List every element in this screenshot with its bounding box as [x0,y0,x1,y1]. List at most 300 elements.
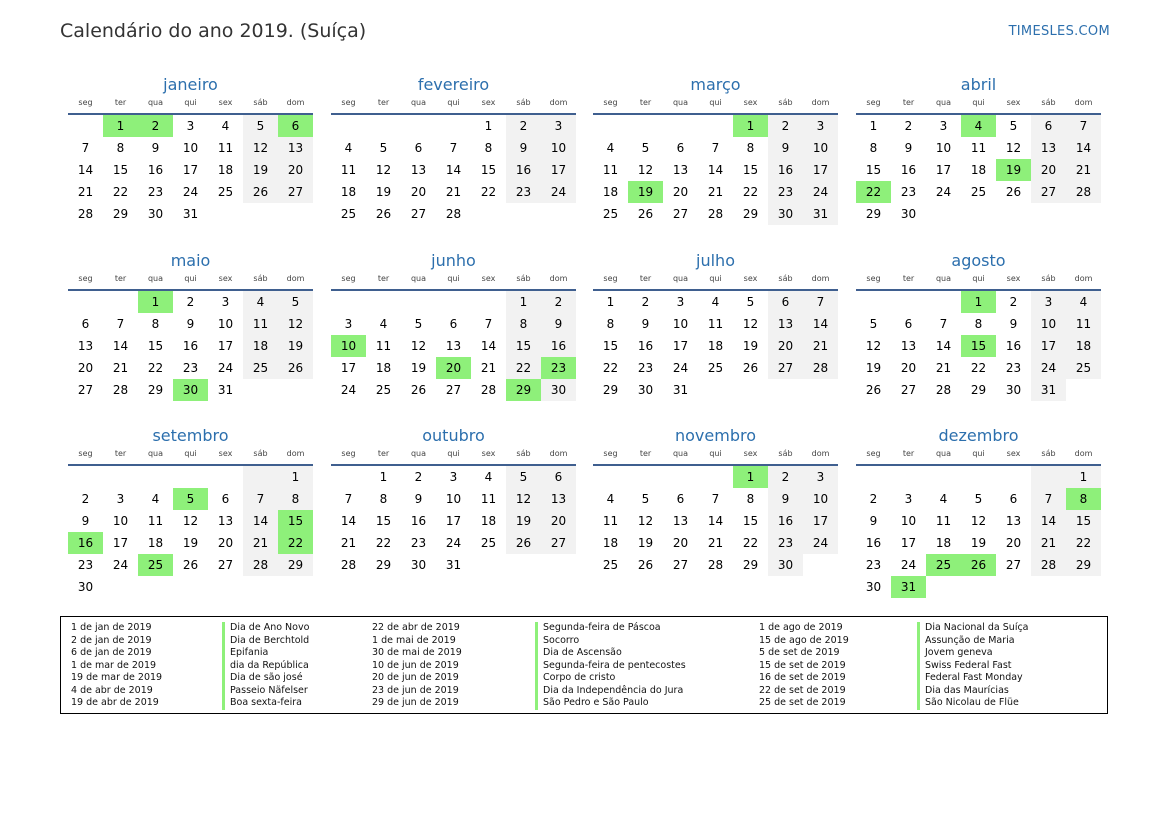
day-cell[interactable]: 8 [506,313,541,335]
day-cell[interactable]: 2 [186,295,195,309]
day-cell[interactable]: 13 [77,339,94,353]
day-cell[interactable]: 26 [961,554,996,576]
day-cell[interactable]: 20 [1031,159,1066,181]
day-cell[interactable]: 22 [278,532,313,554]
day-cell[interactable]: 13 [1005,514,1022,528]
day-cell[interactable]: 7 [484,317,493,331]
day-cell[interactable]: 1 [869,119,878,133]
day-cell[interactable]: 1 [484,119,493,133]
day-cell[interactable]: 2 [541,291,576,313]
day-cell[interactable]: 22 [602,361,619,375]
day-cell[interactable]: 17 [445,514,462,528]
day-cell[interactable]: 12 [742,317,759,331]
day-cell[interactable]: 26 [637,558,654,572]
day-cell[interactable]: 11 [970,141,987,155]
day-cell[interactable]: 22 [480,185,497,199]
day-cell[interactable]: 5 [641,492,650,506]
day-cell[interactable]: 28 [1066,181,1101,203]
day-cell[interactable]: 12 [637,514,654,528]
day-cell[interactable]: 14 [803,313,838,335]
day-cell[interactable]: 7 [711,141,720,155]
day-cell[interactable]: 29 [375,558,392,572]
day-cell[interactable]: 8 [974,317,983,331]
day-cell[interactable]: 15 [278,510,313,532]
day-cell[interactable]: 21 [803,335,838,357]
day-cell[interactable]: 18 [217,163,234,177]
day-cell[interactable]: 20 [1005,536,1022,550]
day-cell[interactable]: 7 [243,488,278,510]
day-cell[interactable]: 9 [904,141,913,155]
day-cell[interactable]: 1 [506,291,541,313]
day-cell[interactable]: 12 [637,163,654,177]
day-cell[interactable]: 19 [628,181,663,203]
day-cell[interactable]: 23 [768,181,803,203]
day-cell[interactable]: 30 [865,580,882,594]
day-cell[interactable]: 9 [1009,317,1018,331]
day-cell[interactable]: 27 [217,558,234,572]
day-cell[interactable]: 19 [637,536,654,550]
day-cell[interactable]: 29 [742,207,759,221]
day-cell[interactable]: 17 [803,159,838,181]
day-cell[interactable]: 1 [278,466,313,488]
day-cell[interactable]: 29 [970,383,987,397]
day-cell[interactable]: 7 [116,317,125,331]
day-cell[interactable]: 28 [803,357,838,379]
day-cell[interactable]: 15 [961,335,996,357]
day-cell[interactable]: 8 [606,317,615,331]
day-cell[interactable]: 30 [900,207,917,221]
day-cell[interactable]: 13 [278,137,313,159]
day-cell[interactable]: 20 [672,185,689,199]
day-cell[interactable]: 4 [243,291,278,313]
day-cell[interactable]: 31 [891,576,926,598]
day-cell[interactable]: 5 [974,492,983,506]
day-cell[interactable]: 21 [1066,159,1101,181]
day-cell[interactable]: 11 [707,317,724,331]
day-cell[interactable]: 25 [926,554,961,576]
day-cell[interactable]: 8 [746,141,755,155]
day-cell[interactable]: 18 [602,536,619,550]
day-cell[interactable]: 13 [672,514,689,528]
day-cell[interactable]: 3 [904,492,913,506]
day-cell[interactable]: 12 [865,339,882,353]
day-cell[interactable]: 6 [414,141,423,155]
day-cell[interactable]: 13 [217,514,234,528]
day-cell[interactable]: 23 [900,185,917,199]
day-cell[interactable]: 26 [865,383,882,397]
day-cell[interactable]: 7 [344,492,353,506]
day-cell[interactable]: 12 [1005,141,1022,155]
day-cell[interactable]: 19 [410,361,427,375]
day-cell[interactable]: 17 [182,163,199,177]
day-cell[interactable]: 14 [1031,510,1066,532]
day-cell[interactable]: 29 [112,207,129,221]
day-cell[interactable]: 15 [375,514,392,528]
day-cell[interactable]: 24 [803,181,838,203]
day-cell[interactable]: 19 [375,185,392,199]
day-cell[interactable]: 16 [865,536,882,550]
day-cell[interactable]: 2 [81,492,90,506]
day-cell[interactable]: 1 [733,466,768,488]
day-cell[interactable]: 21 [340,536,357,550]
day-cell[interactable]: 18 [340,185,357,199]
day-cell[interactable]: 3 [939,119,948,133]
day-cell[interactable]: 27 [1005,558,1022,572]
day-cell[interactable]: 28 [935,383,952,397]
day-cell[interactable]: 7 [939,317,948,331]
day-cell[interactable]: 31 [217,383,234,397]
day-cell[interactable]: 12 [243,137,278,159]
day-cell[interactable]: 10 [217,317,234,331]
day-cell[interactable]: 28 [445,207,462,221]
day-cell[interactable]: 20 [410,185,427,199]
day-cell[interactable]: 21 [707,185,724,199]
day-cell[interactable]: 9 [869,514,878,528]
day-cell[interactable]: 2 [768,115,803,137]
day-cell[interactable]: 3 [803,466,838,488]
day-cell[interactable]: 31 [1031,379,1066,401]
day-cell[interactable]: 11 [1066,313,1101,335]
day-cell[interactable]: 11 [935,514,952,528]
day-cell[interactable]: 6 [449,317,458,331]
day-cell[interactable]: 26 [410,383,427,397]
day-cell[interactable]: 5 [506,466,541,488]
day-cell[interactable]: 31 [672,383,689,397]
day-cell[interactable]: 6 [221,492,230,506]
day-cell[interactable]: 12 [278,313,313,335]
day-cell[interactable]: 2 [506,115,541,137]
day-cell[interactable]: 19 [506,510,541,532]
day-cell[interactable]: 22 [506,357,541,379]
brand-link[interactable]: TIMESLES.COM [1008,24,1110,39]
day-cell[interactable]: 27 [410,207,427,221]
day-cell[interactable]: 25 [217,185,234,199]
day-cell[interactable]: 13 [900,339,917,353]
day-cell[interactable]: 3 [541,115,576,137]
day-cell[interactable]: 11 [147,514,164,528]
day-cell[interactable]: 9 [506,137,541,159]
day-cell[interactable]: 3 [803,115,838,137]
day-cell[interactable]: 2 [414,470,423,484]
day-cell[interactable]: 26 [637,207,654,221]
day-cell[interactable]: 31 [445,558,462,572]
day-cell[interactable]: 16 [506,159,541,181]
day-cell[interactable]: 19 [182,536,199,550]
day-cell[interactable]: 13 [410,163,427,177]
day-cell[interactable]: 9 [151,141,160,155]
day-cell[interactable]: 8 [484,141,493,155]
day-cell[interactable]: 5 [379,141,388,155]
day-cell[interactable]: 5 [173,488,208,510]
day-cell[interactable]: 19 [278,335,313,357]
day-cell[interactable]: 8 [116,141,125,155]
day-cell[interactable]: 3 [1031,291,1066,313]
day-cell[interactable]: 30 [637,383,654,397]
day-cell[interactable]: 16 [637,339,654,353]
day-cell[interactable]: 18 [243,335,278,357]
day-cell[interactable]: 24 [541,181,576,203]
day-cell[interactable]: 16 [147,163,164,177]
day-cell[interactable]: 2 [869,492,878,506]
day-cell[interactable]: 20 [672,536,689,550]
day-cell[interactable]: 10 [112,514,129,528]
day-cell[interactable]: 26 [1005,185,1022,199]
day-cell[interactable]: 16 [182,339,199,353]
day-cell[interactable]: 8 [746,492,755,506]
day-cell[interactable]: 13 [672,163,689,177]
day-cell[interactable]: 15 [480,163,497,177]
day-cell[interactable]: 13 [445,339,462,353]
day-cell[interactable]: 12 [506,488,541,510]
day-cell[interactable]: 13 [541,488,576,510]
day-cell[interactable]: 3 [186,119,195,133]
day-cell[interactable]: 29 [147,383,164,397]
day-cell[interactable]: 6 [904,317,913,331]
day-cell[interactable]: 26 [375,207,392,221]
day-cell[interactable]: 16 [410,514,427,528]
day-cell[interactable]: 30 [173,379,208,401]
day-cell[interactable]: 3 [344,317,353,331]
day-cell[interactable]: 27 [445,383,462,397]
day-cell[interactable]: 16 [768,159,803,181]
day-cell[interactable]: 3 [221,295,230,309]
day-cell[interactable]: 5 [243,115,278,137]
day-cell[interactable]: 30 [1005,383,1022,397]
day-cell[interactable]: 3 [449,470,458,484]
day-cell[interactable]: 19 [970,536,987,550]
day-cell[interactable]: 11 [243,313,278,335]
day-cell[interactable]: 15 [1066,510,1101,532]
day-cell[interactable]: 22 [856,181,891,203]
day-cell[interactable]: 24 [445,536,462,550]
day-cell[interactable]: 4 [711,295,720,309]
day-cell[interactable]: 12 [182,514,199,528]
day-cell[interactable]: 27 [77,383,94,397]
day-cell[interactable]: 27 [1031,181,1066,203]
day-cell[interactable]: 4 [484,470,493,484]
day-cell[interactable]: 11 [602,163,619,177]
day-cell[interactable]: 7 [803,291,838,313]
day-cell[interactable]: 6 [1031,115,1066,137]
day-cell[interactable]: 28 [340,558,357,572]
day-cell[interactable]: 22 [147,361,164,375]
day-cell[interactable]: 21 [445,185,462,199]
day-cell[interactable]: 5 [746,295,755,309]
day-cell[interactable]: 22 [742,185,759,199]
day-cell[interactable]: 6 [81,317,90,331]
day-cell[interactable]: 4 [939,492,948,506]
day-cell[interactable]: 21 [112,361,129,375]
day-cell[interactable]: 28 [480,383,497,397]
day-cell[interactable]: 25 [375,383,392,397]
day-cell[interactable]: 15 [112,163,129,177]
day-cell[interactable]: 14 [707,514,724,528]
day-cell[interactable]: 18 [1066,335,1101,357]
day-cell[interactable]: 4 [379,317,388,331]
day-cell[interactable]: 3 [116,492,125,506]
day-cell[interactable]: 10 [803,488,838,510]
day-cell[interactable]: 21 [1031,532,1066,554]
day-cell[interactable]: 2 [1009,295,1018,309]
day-cell[interactable]: 23 [1005,361,1022,375]
day-cell[interactable]: 11 [480,492,497,506]
day-cell[interactable]: 21 [77,185,94,199]
day-cell[interactable]: 10 [541,137,576,159]
day-cell[interactable]: 24 [935,185,952,199]
day-cell[interactable]: 8 [1066,488,1101,510]
day-cell[interactable]: 10 [935,141,952,155]
day-cell[interactable]: 14 [77,163,94,177]
day-cell[interactable]: 26 [243,181,278,203]
day-cell[interactable]: 26 [506,532,541,554]
day-cell[interactable]: 15 [602,339,619,353]
day-cell[interactable]: 28 [77,207,94,221]
day-cell[interactable]: 9 [81,514,90,528]
day-cell[interactable]: 10 [331,335,366,357]
day-cell[interactable]: 17 [803,510,838,532]
day-cell[interactable]: 25 [970,185,987,199]
day-cell[interactable]: 26 [182,558,199,572]
day-cell[interactable]: 21 [480,361,497,375]
day-cell[interactable]: 19 [996,159,1031,181]
day-cell[interactable]: 26 [278,357,313,379]
day-cell[interactable]: 9 [541,313,576,335]
day-cell[interactable]: 26 [742,361,759,375]
day-cell[interactable]: 6 [1009,492,1018,506]
day-cell[interactable]: 10 [672,317,689,331]
day-cell[interactable]: 23 [506,181,541,203]
day-cell[interactable]: 20 [768,335,803,357]
day-cell[interactable]: 18 [480,514,497,528]
day-cell[interactable]: 13 [1031,137,1066,159]
day-cell[interactable]: 14 [707,163,724,177]
day-cell[interactable]: 25 [602,558,619,572]
day-cell[interactable]: 21 [707,536,724,550]
day-cell[interactable]: 28 [112,383,129,397]
day-cell[interactable]: 8 [869,141,878,155]
day-cell[interactable]: 10 [900,514,917,528]
day-cell[interactable]: 2 [768,466,803,488]
day-cell[interactable]: 30 [77,580,94,594]
day-cell[interactable]: 24 [217,361,234,375]
day-cell[interactable]: 18 [147,536,164,550]
day-cell[interactable]: 5 [278,291,313,313]
day-cell[interactable]: 24 [182,185,199,199]
day-cell[interactable]: 18 [602,185,619,199]
day-cell[interactable]: 17 [217,339,234,353]
day-cell[interactable]: 15 [865,163,882,177]
day-cell[interactable]: 2 [138,115,173,137]
day-cell[interactable]: 12 [970,514,987,528]
day-cell[interactable]: 15 [742,514,759,528]
day-cell[interactable]: 17 [672,339,689,353]
day-cell[interactable]: 1 [733,115,768,137]
day-cell[interactable]: 9 [186,317,195,331]
day-cell[interactable]: 5 [1009,119,1018,133]
day-cell[interactable]: 11 [602,514,619,528]
day-cell[interactable]: 28 [1031,554,1066,576]
day-cell[interactable]: 17 [112,536,129,550]
day-cell[interactable]: 28 [243,554,278,576]
day-cell[interactable]: 18 [935,536,952,550]
day-cell[interactable]: 3 [676,295,685,309]
day-cell[interactable]: 20 [541,510,576,532]
day-cell[interactable]: 21 [243,532,278,554]
day-cell[interactable]: 14 [340,514,357,528]
day-cell[interactable]: 14 [1066,137,1101,159]
day-cell[interactable]: 23 [637,361,654,375]
day-cell[interactable]: 6 [278,115,313,137]
day-cell[interactable]: 17 [900,536,917,550]
day-cell[interactable]: 29 [602,383,619,397]
day-cell[interactable]: 29 [1066,554,1101,576]
day-cell[interactable]: 10 [803,137,838,159]
day-cell[interactable]: 20 [436,357,471,379]
day-cell[interactable]: 6 [676,141,685,155]
day-cell[interactable]: 1 [138,291,173,313]
day-cell[interactable]: 25 [138,554,173,576]
day-cell[interactable]: 9 [768,488,803,510]
day-cell[interactable]: 29 [506,379,541,401]
day-cell[interactable]: 16 [1005,339,1022,353]
day-cell[interactable]: 7 [711,492,720,506]
day-cell[interactable]: 30 [147,207,164,221]
day-cell[interactable]: 14 [112,339,129,353]
day-cell[interactable]: 4 [1066,291,1101,313]
day-cell[interactable]: 9 [641,317,650,331]
day-cell[interactable]: 27 [278,181,313,203]
day-cell[interactable]: 5 [869,317,878,331]
day-cell[interactable]: 5 [414,317,423,331]
day-cell[interactable]: 29 [865,207,882,221]
day-cell[interactable]: 10 [1031,313,1066,335]
day-cell[interactable]: 4 [221,119,230,133]
day-cell[interactable]: 16 [768,510,803,532]
day-cell[interactable]: 25 [243,357,278,379]
day-cell[interactable]: 2 [641,295,650,309]
day-cell[interactable]: 27 [768,357,803,379]
day-cell[interactable]: 18 [707,339,724,353]
day-cell[interactable]: 11 [217,141,234,155]
day-cell[interactable]: 23 [541,357,576,379]
day-cell[interactable]: 24 [803,532,838,554]
day-cell[interactable]: 19 [243,159,278,181]
day-cell[interactable]: 22 [1066,532,1101,554]
day-cell[interactable]: 22 [375,536,392,550]
day-cell[interactable]: 25 [340,207,357,221]
day-cell[interactable]: 4 [961,115,996,137]
day-cell[interactable]: 20 [217,536,234,550]
day-cell[interactable]: 7 [1031,488,1066,510]
day-cell[interactable]: 28 [707,207,724,221]
day-cell[interactable]: 14 [935,339,952,353]
day-cell[interactable]: 30 [768,554,803,576]
day-cell[interactable]: 18 [375,361,392,375]
day-cell[interactable]: 20 [278,159,313,181]
day-cell[interactable]: 29 [742,558,759,572]
day-cell[interactable]: 27 [672,207,689,221]
day-cell[interactable]: 24 [900,558,917,572]
day-cell[interactable]: 7 [81,141,90,155]
day-cell[interactable]: 17 [1031,335,1066,357]
day-cell[interactable]: 14 [445,163,462,177]
day-cell[interactable]: 4 [606,141,615,155]
day-cell[interactable]: 9 [768,137,803,159]
day-cell[interactable]: 16 [68,532,103,554]
day-cell[interactable]: 24 [1031,357,1066,379]
day-cell[interactable]: 30 [768,203,803,225]
day-cell[interactable]: 27 [541,532,576,554]
